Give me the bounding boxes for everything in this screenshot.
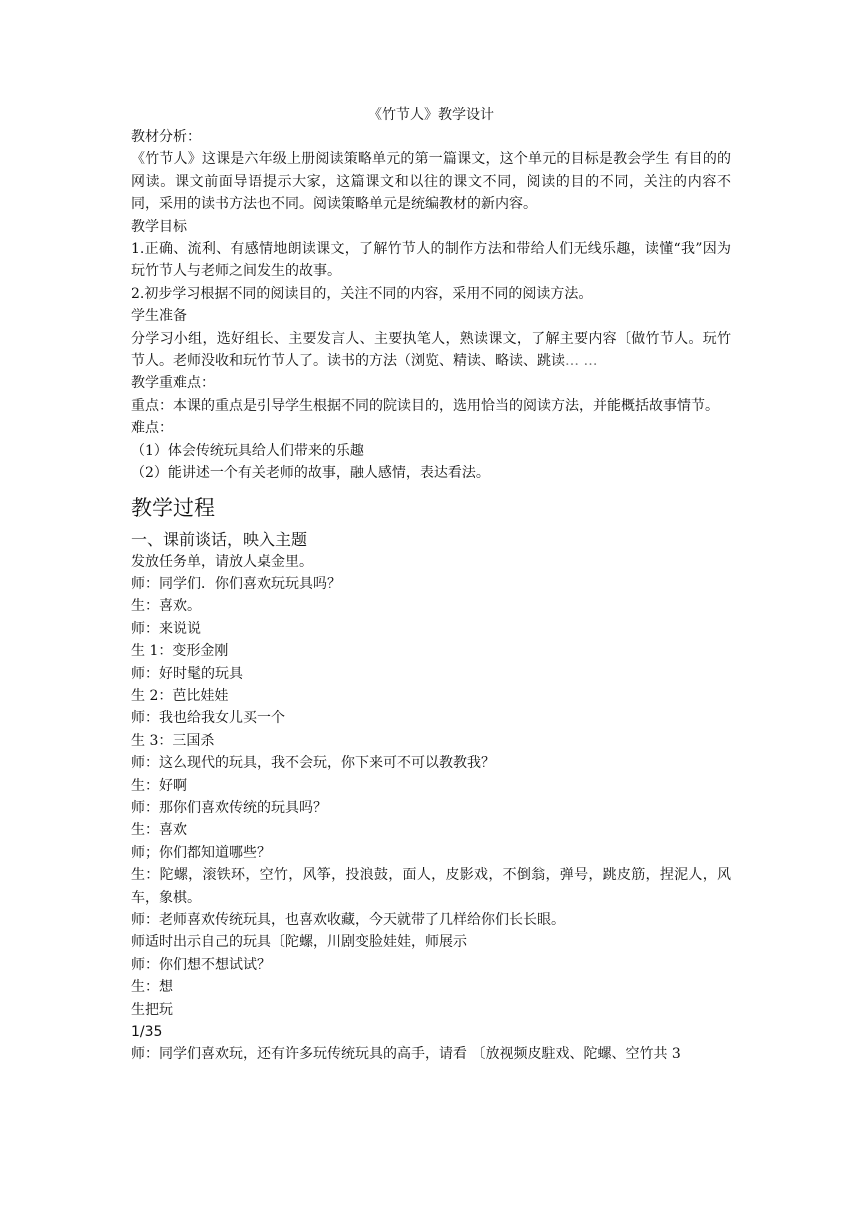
- dialog-block-2: [131, 909, 731, 1021]
- keypoints-paragraph: 重点：本课的重点是引导学生根据不同的院读目的，选用恰当的阅读方法，并能概括故事情节。: [131, 397, 719, 414]
- section-heading-difficult: 难点：: [131, 420, 173, 437]
- dialog-block-1: [131, 551, 731, 865]
- dialog-line: 师：这么现代的玩具，我不会玩，你下来可不可以教教我？: [131, 755, 495, 772]
- dialog-line: 师：来说说: [131, 620, 201, 637]
- section-heading-goals: 教学目标: [131, 218, 187, 235]
- difficulty-item-2: （2）能讲述一个有关老师的故事，融人感情，表达看法。: [131, 465, 490, 482]
- dialog-line: 生把玩: [131, 1001, 173, 1018]
- dialog-line: 生：喜欢。: [131, 598, 201, 615]
- dialog-line: 生 2：芭比娃娃: [131, 687, 229, 704]
- dialog-line: 师：老师喜欢传统玩具，也喜欢收藏，今天就带了几样给你们长长眼。: [131, 912, 565, 928]
- heading-part-1: 一、课前谈话，映入主题: [131, 529, 308, 549]
- prep-paragraph: [131, 328, 731, 373]
- goal-item-1: 1.正确、流利、有感情地朗读课文，了解竹节人的制作方法和带给人们无线乐趣，读懂“我”因为玩竹节人与老师之间发生的故事。: [131, 241, 731, 280]
- dialog-line: 生 3：三国杀: [131, 732, 215, 749]
- dialog-line: 师适时出示自己的玩具〔陀螺，川剧变脸娃娃，师展示: [131, 934, 467, 951]
- heading-teaching-process: 教学过程: [131, 495, 215, 520]
- section-heading-keypoints: 教学重难点：: [131, 375, 215, 392]
- dialog-line: 发放任务单，请放人桌金里。: [131, 553, 313, 570]
- prep-ellipsis: … …: [565, 353, 598, 370]
- dialog-line: 生 1：变形金刚: [131, 643, 229, 660]
- document-body: [131, 104, 731, 1066]
- dialog-line: 师：你们想不想试试？: [131, 956, 271, 973]
- dialog-line-video: 师：同学们喜欢玩，还有许多玩传统玩具的高手，请看 〔放视频皮駐戏、陀螺、空竹共 3: [131, 1046, 681, 1063]
- dialog-line: 师：那你们喜欢传统的玩具吗？: [131, 799, 327, 816]
- difficulty-item-1: （1）体会传统玩具给人们带来的乐趣: [131, 442, 364, 459]
- dialog-line: 师：同学们．你们喜欢玩玩具吗？: [131, 575, 341, 592]
- dialog-line: 师：我也给我女儿买一个: [131, 710, 285, 727]
- section-heading-prep: 学生准备: [131, 308, 187, 325]
- analysis-paragraph: 《竹节人》这课是六年级上册阅读策略单元的第一篇课文，这个单元的目标是教会学生 有目的的网读。课文前面导语提示大家，这篇课文和以往的课文不同，阅读的目的不同，关注的内容不同，采用的读书方法也不同。阅读策略单元是统编教材的新内容。: [131, 151, 731, 213]
- document-title: 《竹节人》教学设计: [368, 107, 494, 123]
- goal-item-2: 2.初步学习根据不同的阅读目的，关注不同的内容，采用不同的阅读方法。: [131, 285, 593, 302]
- dialog-line: 生：喜欢: [131, 822, 187, 839]
- dialog-line: 师：好时髦的玩具: [131, 665, 243, 682]
- dialog-line: 生：想: [131, 979, 173, 996]
- section-heading-analysis: 教材分析：: [131, 129, 201, 145]
- prep-text: 分学习小组，选好组长、主要发言人、主要执笔人，熟读课文，了解主要内容〔做竹节人。玩竹节人。老师没收和玩竹节人了。读书的方法（浏览、精读、略读、跳读: [131, 330, 731, 370]
- dialog-line: 师；你们都知道哪些？: [131, 844, 271, 861]
- dialog-line-toys-list: 生：陀螺，滚铁环，空竹，风筝，投浪鼓，面人，皮影戏，不倒翁，弹号，跳皮筋，捏泥人，风车，象棋。: [131, 867, 731, 906]
- dialog-line: 生：好啊: [131, 777, 187, 794]
- page-number: 1/35: [131, 1024, 163, 1041]
